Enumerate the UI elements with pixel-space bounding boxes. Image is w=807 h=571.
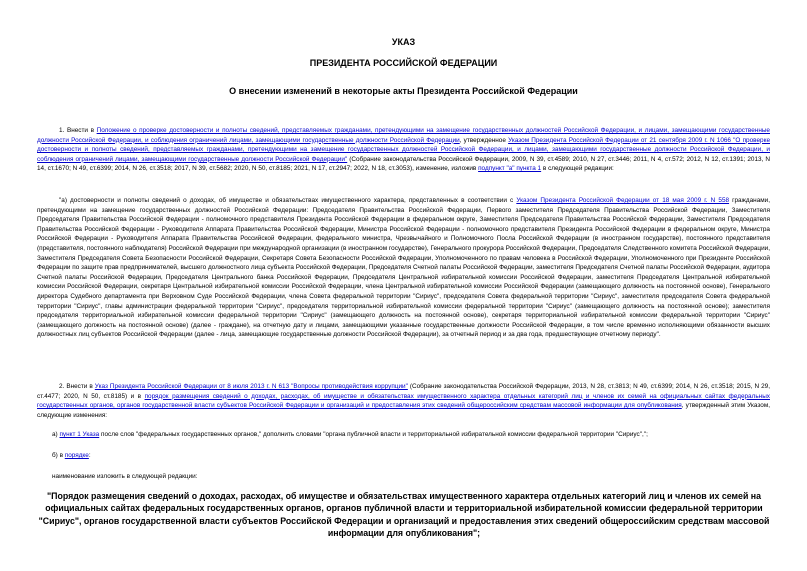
link-publication-order[interactable]: порядок размещения сведений о доходах, расходах, об имуществе и обязательствах имущественного характера отдельных категорий лиц и членов их семей на официальных сайтах федеральных государственных органов, органов государственной власти субъектов Российской Федерации и организаций и предоставления этих сведений общероссийским средствам массовой информации для опубликования	[37, 392, 770, 410]
paragraph-5: б) в порядке:	[52, 452, 91, 459]
paragraph-6: наименование изложить в следующей редакции:	[52, 473, 198, 480]
link-order[interactable]: порядке	[64, 452, 89, 459]
quoted-new-title: "Порядок размещения сведений о доходах, расходах, об имуществе и обязательствах имущественного характера отдельных категорий лиц и членов их семей на официальных сайтах федеральных государственных органов, органов публичной власти и территориальной избирательной комиссии федеральной территории "Сириус", органов государственной власти субъектов Российской Федерации и организаций и предоставления этих сведений общероссийским средствам массовой информации для опубликования";	[38, 491, 770, 539]
paragraph-3: 2. Внести в Указ Президента Российской Федерации от 8 июля 2013 г. N 613 "Вопросы противодействия коррупции" (Собрание законодательства Российской Федерации, 2013, N 28, ст.3813; N 49, ст.6399; 2014, N 26, ст.3518; 2015, N 29, ст.4477; 2020, N 50, ст.8185) и в порядок размещения сведений о доходах, расходах, об имуществе и обязательствах имущественного характера отдельных категорий лиц и членов их семей на официальных сайтах федеральных государственных органов, органов государственной власти субъектов Российской Федерации и организаций и предоставления этих сведений общероссийским средствам массовой информации для опубликования, утвержденный этим Указом, следующие изменения:	[37, 383, 771, 419]
link-decree-613[interactable]: Указ Президента Российской Федерации от 8 июля 2013 г. N 613 "Вопросы противодействия коррупции"	[94, 383, 408, 390]
decree-kind: УКАЗ	[391, 37, 416, 47]
link-decree-1066[interactable]: Указом Президента Российской Федерации от 21 сентября 2009 г. N 1066 "О проверке достоверности и полноты сведений, представляемых гражданами, претендующими на замещение государственных должностей Российской Федерации, и лицами, замещающими государственные должности Российской Федерации, и соблюдения ограничений лицами, замещающими государственные должности Российской Федерации"	[37, 136, 770, 163]
link-subparagraph-a[interactable]: подпункт "а" пункта 1	[478, 165, 542, 173]
decree-issuer: ПРЕЗИДЕНТА РОССИЙСКОЙ ФЕДЕРАЦИИ	[309, 58, 498, 68]
paragraph-2: "а) достоверности и полноты сведений о доходах, об имуществе и обязательствах имущественного характера, представленных в соответствии с Указом Президента Российской Федерации от 18 мая 2009 г. N 558 гражданами, претендующими на замещение государственных должностей Российской Федерации: Председателя Правительства Российской Федерации, Первого заместителя Председателя Правительства Российской Федерации, Заместителя Председателя Правительства Российской Федерации - полномочного представителя Президента Российской Федерации в федеральном округе, Заместителя Председателя Правительства Российской Федерации, Заместителя Председателя Правительства Российской Федерации - Руководителя Аппарата Правительства Российской Федерации, Министра Российской Федерации - полномочного представителя Президента Российской Федерации в федеральном округе, Министра Российской Федерации - Руководителя Аппарата Правительства Российской Федерации, федерального министра, Чрезвычайного и Полномочного Посла Российской Федерации (в иностранном государстве), постоянного представителя (представителя, постоянного наблюдателя) Российской Федерации при международной организации (в иностранном государстве), Генерального прокурора Российской Федерации, Председателя Следственного комитета Российской Федерации, Заместителя Председателя Совета Безопасности Российской Федерации, Секретаря Совета Безопасности Российской Федерации, Уполномоченного по правам человека в Российской Федерации, Уполномоченного при Президенте Российской Федерации по защите прав предпринимателей, высшего должностного лица субъекта Российской Федерации, Председателя Счетной палаты Российской Федерации, заместителя Председателя Счетной палаты Российской Федерации, аудитора Счетной палаты Российской Федерации, Председателя Центрального банка Российской Федерации, Председателя Центральной избирательной комиссии Российской Федерации, заместителя Председателя Центральной избирательной комиссии Российской Федерации, секретаря Центральной избирательной комиссии Российской Федерации, члена Центральной избирательной комиссии Российской Федерации (замещающего должность на постоянной основе), Генерального директора Судебного департамента при Верховном Суде Российской Федерации, члена Совета федеральной территории "Сириус", председателя Совета федеральной территории "Сириус", заместителя председателя Совета федеральной территории "Сириус", главы администрации федеральной территории "Сириус", председателя территориальной избирательной комиссии федеральной территории "Сириус" (замещающего должность на постоянной основе); заместителя председателя территориальной избирательной комиссии федеральной территории "Сириус" (замещающего должность на постоянной основе), секретаря территориальной избирательной комиссии федеральной территории "Сириус" (замещающего должность на постоянной основе) (далее - граждане), на отчетную дату и лицами, замещающими указанные государственные должности Российской Федерации, в том числе временно исполняющими обязанности высших должностных лиц субъектов Российской Федерации (далее - лица, замещающие государственные должности Российской Федерации), за отчетный период и за два года, предшествующие отчетному периоду".	[37, 197, 770, 339]
link-decree-558[interactable]: Указом Президента Российской Федерации от 18 мая 2009 г. N 558	[516, 197, 730, 204]
link-verification-regulation[interactable]: Положение о проверке достоверности и полноты сведений, представляемых гражданами, претендующими на замещение государственных должностей Российской Федерации, и лицами, замещающими государственные должности Российской Федерации, и соблюдения ограничений лицами, замещающими государственные должности Российской Федерации	[37, 127, 770, 144]
paragraph-1: 1. Внести в Положение о проверке достоверности и полноты сведений, представляемых гражданами, претендующими на замещение государственных должностей Российской Федерации, и лицами, замещающими государственные должности Российской Федерации, и соблюдения ограничений лицами, замещающими государственные должности Российской Федерации, утвержденное Указом Президента Российской Федерации от 21 сентября 2009 г. N 1066 "О проверке достоверности и полноты сведений, представляемых гражданами, претендующими на замещение государственных должностей Российской Федерации, и лицами, замещающими государственные должности Российской Федерации, и соблюдения ограничений лицами, замещающими государственные должности Российской Федерации" (Собрание законодательства Российской Федерации, 2009, N 39, ст.4589; 2010, N 27, ст.3446; 2011, N 4, ст.572; 2012, N 12, ст.1391; 2013, N 14, ст.1670; N 49, ст.6399; 2014, N 26, ст.3518; 2017, N 39, ст.5682; 2020, N 50, ст.8185; 2021, N 17, ст.2947; 2022, N 18, ст.3053), изменение, изложив подпункт "а" пункта 1 в следующей редакции:	[37, 127, 770, 173]
link-decree-point-1[interactable]: пункт 1 Указа	[59, 431, 100, 438]
paragraph-4: а) пункт 1 Указа после слов "федеральных государственных органов," дополнить словами "органа публичной власти и территориальной избирательной комиссии федеральной территории "Сириус",";	[52, 431, 648, 438]
document-title: О внесении изменений в некоторые акты Президента Российской Федерации	[229, 86, 578, 96]
